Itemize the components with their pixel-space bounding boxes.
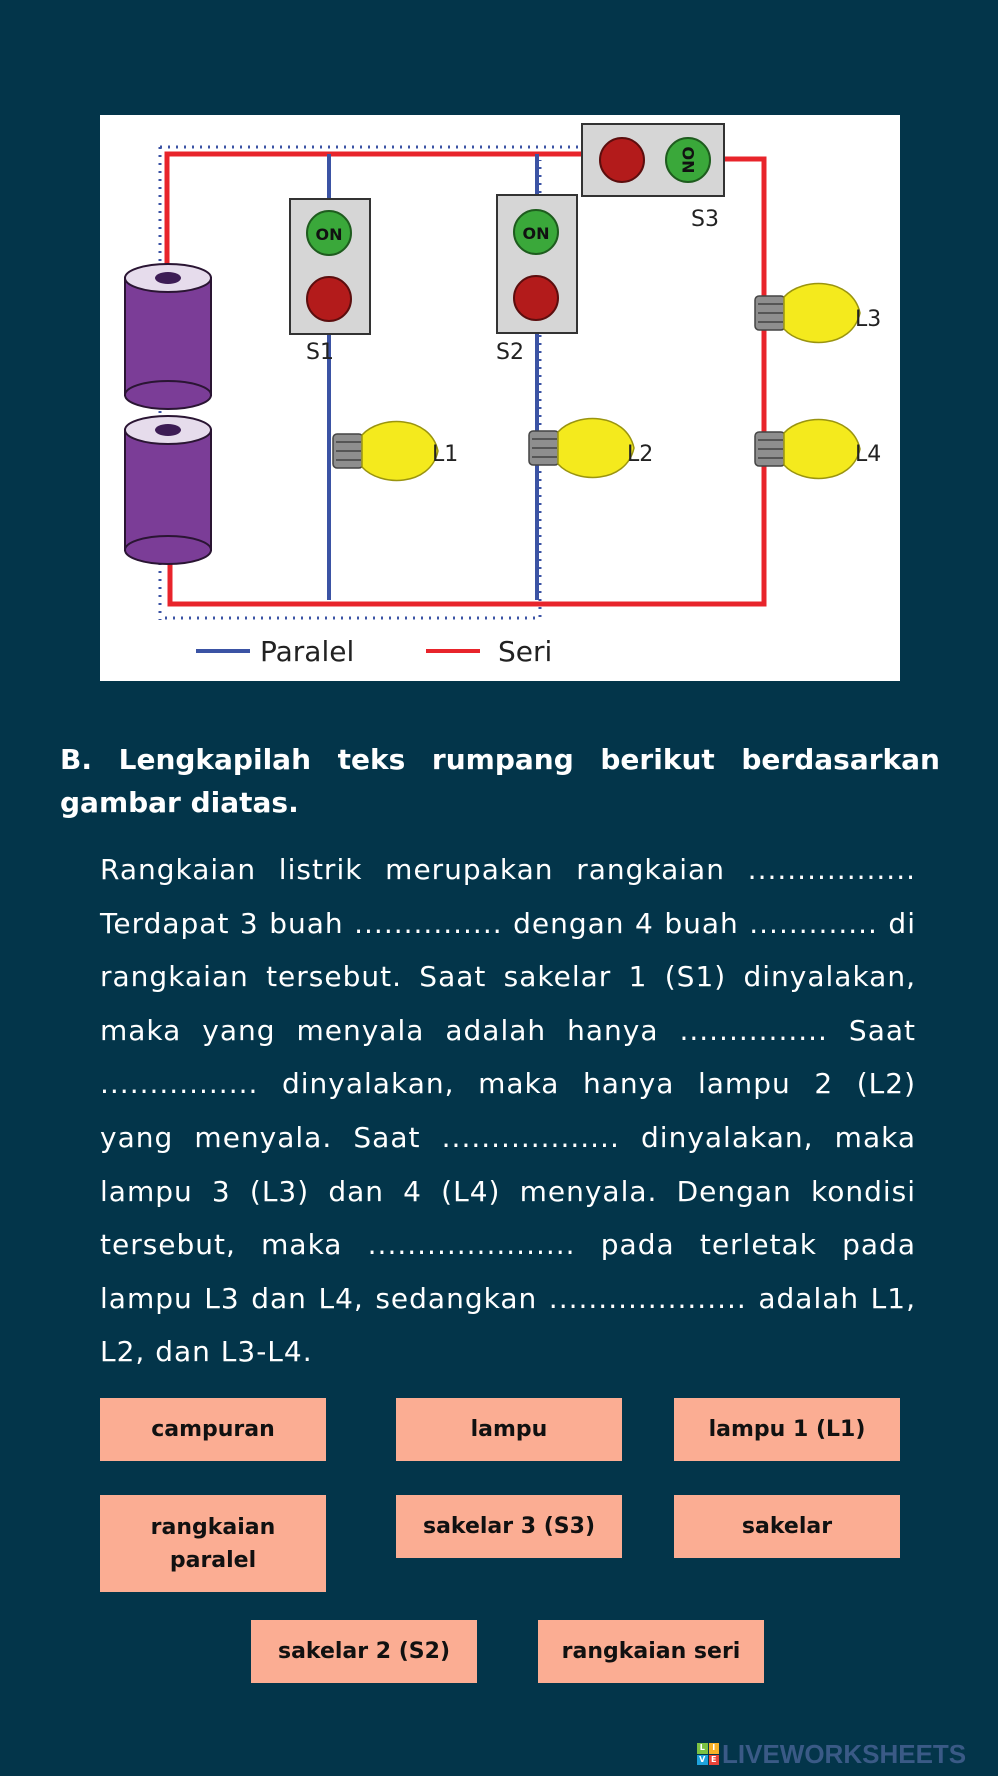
lamp-l1-label: L1: [432, 442, 459, 467]
logo-letter-e: E: [709, 1755, 720, 1766]
liveworksheets-brand[interactable]: [697, 1738, 966, 1770]
switch-s1-on-label: ON: [315, 225, 343, 244]
lamp-l2: [529, 419, 653, 478]
question-heading: B. Lengkapilah teks rumpang berikut berdasarkan gambar diatas.: [60, 743, 940, 819]
lamp-l1: [333, 422, 458, 481]
switch-s1-label: S1: [306, 340, 334, 365]
lamp-l4-label: L4: [855, 442, 882, 467]
liveworksheets-wordmark: LIVEWORKSHEETS: [722, 1738, 967, 1769]
switch-s1: [290, 199, 370, 365]
option-chip[interactable]: lampu: [396, 1398, 622, 1461]
diagram-legend: [196, 635, 552, 668]
battery-top: [125, 264, 211, 409]
option-chip[interactable]: lampu 1 (L1): [674, 1398, 900, 1461]
switch-s2-label: S2: [496, 340, 524, 365]
cloze-paragraph: Rangkaian listrik merupakan rangkaian ................. Terdapat 3 buah ............... dengan 4 buah ............. di rangkaian tersebut. Saat sakelar 1 (S1) dinyalakan, maka yang menyala adalah hanya ............... Saat ................ dinyalakan, maka hanya lampu 2 (L2) yang menyala. Saat .................. dinyalakan, maka lampu 3 (L3) dan 4 (L4) menyala. Dengan kondisi tersebut, maka ..................... pada terletak pada lampu L3 dan L4, sedangkan .................... adalah L1, L2, dan L3-L4.: [100, 853, 916, 1369]
circuit-diagram: [100, 115, 900, 681]
option-chip[interactable]: rangkaian seri: [538, 1620, 764, 1683]
switch-s3-on-label: ON: [678, 146, 698, 174]
circuit-diagram-svg: [100, 115, 900, 681]
switch-s3: [582, 124, 724, 232]
switch-s2-on-label: ON: [522, 224, 550, 243]
logo-letter-l: L: [697, 1743, 708, 1754]
lamp-l3: [755, 284, 881, 343]
series-wire-right-bottom: [170, 159, 764, 604]
lamp-l3-label: L3: [855, 307, 882, 332]
option-chip[interactable]: rangkaian paralel: [100, 1495, 326, 1592]
logo-letter-v: V: [697, 1755, 708, 1766]
liveworksheets-logo-icon: [697, 1743, 719, 1765]
switch-s3-label: S3: [691, 207, 719, 232]
lamp-l4: [755, 420, 881, 479]
lamp-l2-label: L2: [627, 442, 654, 467]
legend-series-label: Seri: [498, 635, 553, 668]
option-chip[interactable]: sakelar 3 (S3): [396, 1495, 622, 1558]
logo-letter-i: I: [709, 1743, 720, 1754]
battery-bottom: [125, 416, 211, 564]
option-chip[interactable]: sakelar 2 (S2): [251, 1620, 477, 1683]
option-chip[interactable]: sakelar: [674, 1495, 900, 1558]
legend-parallel-label: Paralel: [260, 635, 355, 668]
option-chip[interactable]: campuran: [100, 1398, 326, 1461]
